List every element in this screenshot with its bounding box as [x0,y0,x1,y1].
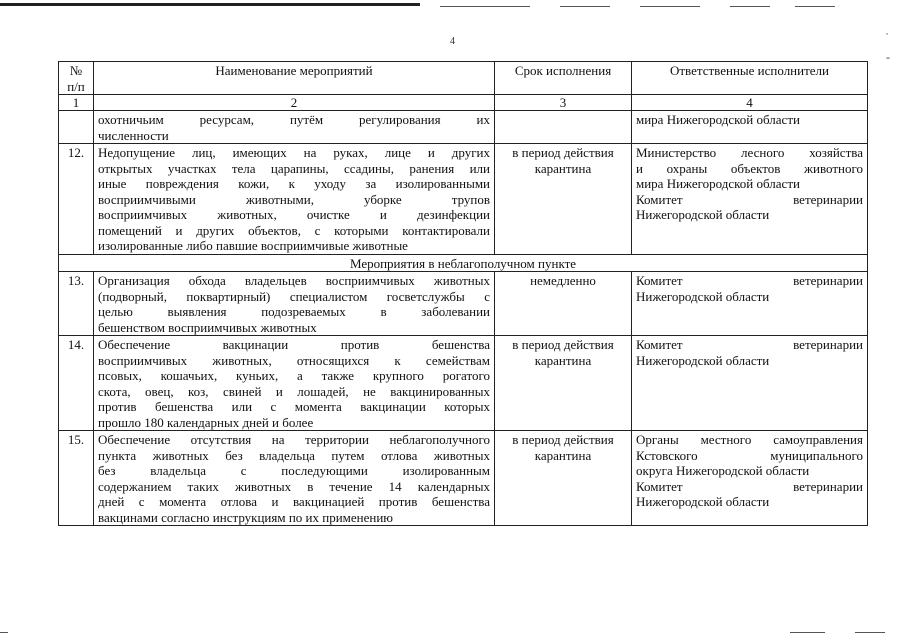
measure-name-line: охотничьим ресурсам, путём регулирования их [98,112,490,127]
table-row [59,144,868,255]
measure-name-line: бешенством восприимчивых животных [98,319,317,335]
section-block [59,254,868,272]
execution-term: в период действия карантина [495,336,632,431]
responsible-line: Комитет ветеринарии [636,337,863,352]
rows-after-section [59,272,868,526]
responsible-line: Нижегородской области [636,207,770,222]
responsible-executors [632,431,868,526]
measure-name-line: вакцинами согласно инструкциям по их применению [98,509,394,525]
responsible-line: Министерство лесного хозяйства [636,145,863,160]
responsible-line: Комитет ветеринарии [636,273,863,288]
responsible-line: Нижегородской области [636,352,770,368]
responsible-line: и охраны объектов животного [636,160,863,176]
responsible-executors [632,336,868,431]
responsible-line: округа Нижегородской области [636,463,810,478]
scan-dash-mark [795,6,835,7]
measure-name-line: восприимчивых животных, очистке и дезинфекции [98,207,490,222]
column-index-row [59,95,868,111]
measure-name-line: иные повреждения кожи, к уходу за изолированными [98,176,490,191]
measure-name-line: открытых участках тела царапины, ссадины, ранения или [98,160,490,176]
column-index: 4 [632,95,868,111]
scan-speck: - [886,50,890,64]
measure-name-line: восприимчивыми животными, уборке трупов [98,191,490,207]
measure-name-line: целью выявления подозреваемых в заболевании [98,304,490,319]
row-number: 14. [59,336,94,431]
measure-name-line: против бешенства или с момента вакцинации которых [98,399,490,414]
responsible-line: Комитет ветеринарии [636,478,863,494]
measure-name-line: Обеспечение вакцинации против бешенства [98,337,490,352]
table-row [59,336,868,431]
table-row [59,431,868,526]
responsible-line: мира Нижегородской области [636,112,800,127]
measure-name-line: дней с момента отлова и вакцинацией против бешенства [98,494,490,509]
scan-dash-mark [855,632,885,633]
row-number: 12. [59,144,94,255]
section-header-row [59,254,868,272]
table-header-row [59,62,868,95]
row-number: 13. [59,272,94,336]
measure-name-line: численности [98,127,169,143]
row-number: 15. [59,431,94,526]
scan-dash-mark [0,632,8,633]
scan-dash-mark [730,6,770,7]
responsible-line: мира Нижегородской области [636,176,800,191]
measure-name-line: Обеспечение отсутствия на территории неблагополучного [98,432,490,447]
scan-speck: ˙ [885,30,889,44]
measure-name-line: Организация обхода владельцев восприимчивых животных [98,273,490,288]
scan-dash-mark [440,6,530,7]
header-term: Срок исполнения [495,62,632,95]
measure-name-line: прошло 180 календарных дней и более [98,414,314,430]
responsible-line: Комитет ветеринарии [636,191,863,207]
measure-name-line: без владельца с последующими изолированным [98,463,490,478]
responsible-executors [632,144,868,255]
measure-name [94,336,495,431]
responsible-executors [632,111,868,144]
measure-name [94,111,495,144]
measure-name-line: изолированные либо павшие восприимчивые животные [98,238,408,253]
measure-name-line: скота, овец, коз, свиней и лошадей, не вакцинированных [98,383,490,399]
execution-term: в период действия карантина [495,431,632,526]
scan-dash-mark [560,6,610,7]
measure-name-line: псовых, кошачьих, куньих, а также крупного рогатого [98,368,490,383]
header-num: № п/п [59,62,94,95]
execution-term: немедленно [495,272,632,336]
header-responsible: Ответственные исполнители [632,62,868,95]
column-index: 2 [94,95,495,111]
measure-name [94,272,495,336]
measure-name [94,144,495,255]
responsible-line: Кстовского муниципального [636,447,863,463]
header-name: Наименование мероприятий [94,62,495,95]
measures-table [58,61,868,526]
execution-term: в период действия карантина [495,144,632,255]
responsible-line: Органы местного самоуправления [636,432,863,447]
section-title: Мероприятия в неблагополучном пункте [59,254,868,272]
measure-name-line: (подворный, поквартирный) специалистом госветслужбы с [98,288,490,304]
row-number [59,111,94,144]
measure-name-line: содержанием таких животных в течение 14 календарных [98,478,490,494]
measure-name [94,431,495,526]
scan-border-line [0,3,420,6]
table-row [59,111,868,144]
measure-name-line: восприимчивых животных, относящихся к семействам [98,352,490,368]
execution-term [495,111,632,144]
measure-name-line: помещений и других объектов, с которыми контактировали [98,222,490,238]
column-index: 1 [59,95,94,111]
responsible-executors [632,272,868,336]
scan-dash-mark [640,6,700,7]
measure-name-line: пункта животных без владельца путем отлова животных [98,447,490,463]
table-row [59,272,868,336]
page-number: 4 [450,36,455,47]
rows-before-section [59,111,868,255]
responsible-line: Нижегородской области [636,494,770,509]
responsible-line: Нижегородской области [636,288,770,304]
measure-name-line: Недопущение лиц, имеющих на руках, лице и других [98,145,490,160]
column-index: 3 [495,95,632,111]
scan-dash-mark [790,632,825,633]
